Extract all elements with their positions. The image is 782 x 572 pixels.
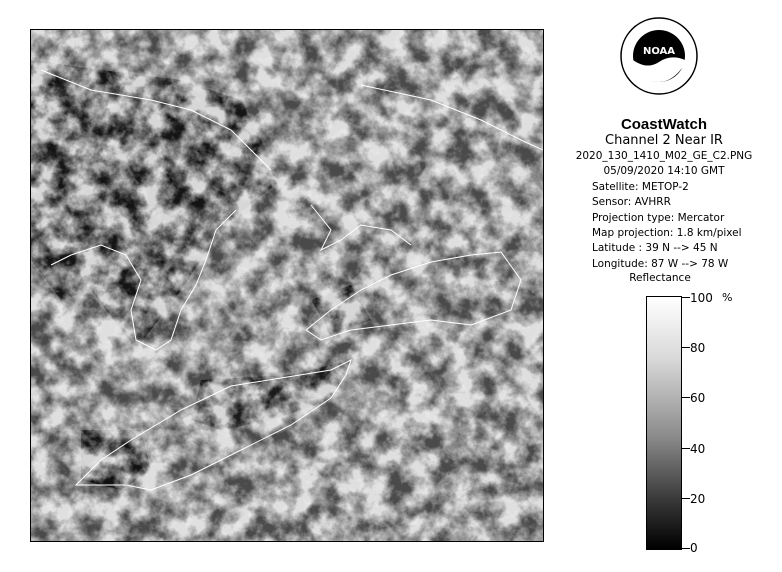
sensor-label: Sensor: AVHRR bbox=[592, 196, 671, 209]
scale-tick bbox=[682, 498, 690, 499]
brand-title: CoastWatch bbox=[620, 116, 708, 133]
scale-tick bbox=[682, 397, 690, 398]
satellite-label: Satellite: METOP-2 bbox=[592, 180, 689, 193]
scale-tick-label: 40 bbox=[690, 442, 706, 456]
projection-type-label: Projection type: Mercator bbox=[592, 211, 725, 224]
scale-tick-label: 60 bbox=[690, 391, 706, 405]
scale-tick bbox=[682, 448, 690, 449]
scale-title: Reflectance bbox=[629, 272, 691, 284]
scale-tick-label: 20 bbox=[690, 492, 706, 506]
scale-tick bbox=[682, 548, 690, 549]
filename-label: 2020_130_1410_M02_GE_C2.PNG bbox=[575, 150, 753, 162]
scale-tick-label: 0 bbox=[690, 541, 698, 555]
reflectance-scale-bar bbox=[646, 296, 682, 550]
longitude-label: Longitude: 87 W --> 78 W bbox=[592, 257, 729, 270]
datetime-label: 05/09/2020 14:10 GMT bbox=[603, 165, 725, 178]
noaa-logo bbox=[619, 16, 699, 96]
channel-label: Channel 2 Near IR bbox=[605, 133, 723, 148]
scale-tick-label: 80 bbox=[690, 341, 706, 355]
satellite-map bbox=[30, 29, 544, 542]
scale-tick bbox=[682, 297, 690, 298]
scale-tick-label: 100 bbox=[690, 291, 713, 305]
noaa-emblem-icon bbox=[619, 16, 699, 96]
scale-unit: % bbox=[722, 291, 733, 304]
latitude-label: Latitude : 39 N --> 45 N bbox=[592, 242, 718, 255]
map-projection-label: Map projection: 1.8 km/pixel bbox=[592, 227, 742, 240]
logo-text: NOAA bbox=[642, 46, 676, 57]
info-panel bbox=[566, 116, 762, 272]
scale-tick bbox=[682, 347, 690, 348]
satellite-image bbox=[31, 30, 543, 541]
